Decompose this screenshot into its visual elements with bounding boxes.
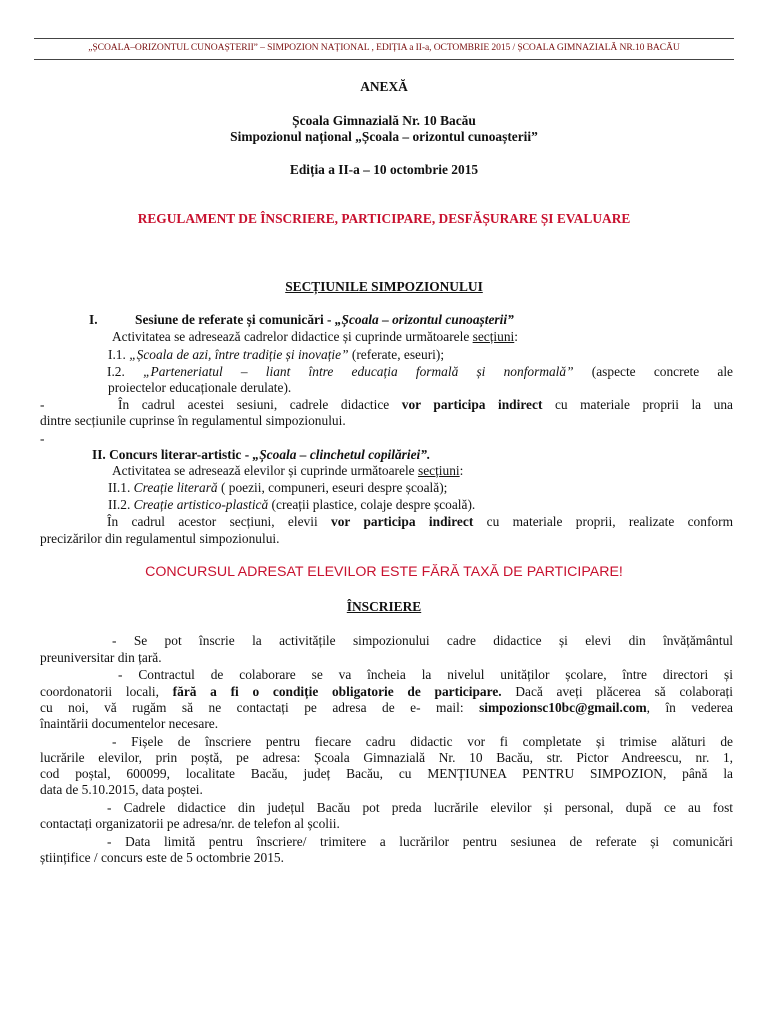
- bullet-dash-2: -: [40, 431, 45, 446]
- section-2-title: II. Concurs literar-artistic - „Școala – clinchetul copilăriei”.: [92, 447, 431, 462]
- contact-email: simpozionsc10bc@gmail.com: [479, 700, 647, 715]
- running-header: „ȘCOALA–ORIZONTUL CUNOAȘTERII” – SIMPOZION NAȚIONAL , EDIȚIA a II-a, OCTOMBRIE 2015 / ȘCOALA GIMNAZIALĂ NR.10 BACĂU: [34, 38, 734, 60]
- reg-p3-line-4: data de 5.10.2015, data poștei.: [40, 782, 203, 797]
- section-2-note: În cadrul acestor secțiuni, elevii vor participa indirect cu materiale proprii, realizate conform: [107, 514, 733, 529]
- section-1-note-cont: dintre secțiunile cuprinse în regulamentul simpozionului.: [40, 413, 346, 428]
- symposium-name: Simpozionul național „Școala – orizontul cunoașterii”: [230, 129, 538, 144]
- section-2-note-cont: precizărilor din regulamentul simpozionului.: [40, 531, 280, 546]
- reg-p2-line-4: înaintării documentelor necesare.: [40, 716, 219, 731]
- reg-p2-line-1: - Contractul de colaborare se va încheia la nivelul unităților școlare, între directori și: [118, 667, 733, 682]
- reg-p1-line-2: preuniversitar din țară.: [40, 650, 162, 665]
- section-1-intro: Activitatea se adresează cadrelor didactice și cuprinde următoarele secțiuni:: [112, 329, 518, 344]
- section-1-number: I.: [89, 312, 98, 327]
- bullet-dash: -: [40, 397, 45, 412]
- school-name: Școala Gimnazială Nr. 10 Bacău: [292, 113, 476, 128]
- section-1-title: Sesiune de referate și comunicări - „Școala – orizontul cunoașterii”: [135, 312, 514, 327]
- section-1-item-2: I.2. „Parteneriatul – liant între educația formală și nonformală” (aspecte concrete ale: [107, 364, 733, 379]
- reg-p3-line-3: cod poștal, 600099, localitate Bacău, județ Bacău, cu MENȚIUNEA PENTRU SIMPOZION, până la: [40, 766, 733, 781]
- reg-p1-line-1: - Se pot înscrie la activitățile simpozionului cadre didactice și elevi din învățământul: [112, 633, 733, 648]
- section-2-item-2: II.2. Creație artistico-plastică (creații plastice, colaje despre școală).: [108, 497, 476, 512]
- reg-p3-line-2: lucrările elevilor, prin poștă, pe adresa: Școala Gimnazială Nr. 10 Bacău, str. Pictor Andreescu, nr. 1,: [40, 750, 733, 765]
- edition-line: Ediția a II-a – 10 octombrie 2015: [289, 162, 479, 177]
- annex-title: ANEXĂ: [360, 79, 408, 94]
- section-2-intro: Activitatea se adresează elevilor și cuprinde următoarele secțiuni:: [112, 463, 464, 478]
- regulation-title: REGULAMENT DE ÎNSCRIERE, PARTICIPARE, DESFĂȘURARE ȘI EVALUARE: [137, 211, 631, 226]
- section-1-item-2-cont: proiectelor educaționale derulate).: [108, 380, 292, 395]
- section-1-item-1: I.1. „Școala de azi, între tradiție și inovație” (referate, eseuri);: [108, 347, 445, 362]
- free-participation-notice: CONCURSUL ADRESAT ELEVILOR ESTE FĂRĂ TAXĂ DE PARTICIPARE!: [145, 564, 623, 580]
- reg-p5-line-2: științifice / concurs este de 5 octombrie 2015.: [40, 850, 284, 865]
- registration-heading: ÎNSCRIERE: [346, 599, 422, 614]
- reg-p2-line-2: coordonatorii locali, fără a fi o condiție obligatorie de participare. Dacă aveți plăcerea să colaborați: [40, 684, 733, 699]
- reg-p4-line-1: - Cadrele didactice din județul Bacău pot preda lucrările elevilor și personal, după ce au fost: [107, 800, 733, 815]
- reg-p3-line-1: - Fișele de înscriere pentru fiecare cadru didactic vor fi completate și trimise alături de: [112, 734, 733, 749]
- reg-p4-line-2: contactați organizatorii pe adresa/nr. de telefon al școlii.: [40, 816, 340, 831]
- reg-p2-line-3: cu noi, vă rugăm să ne contactați pe adresa de e- mail: simpozionsc10bc@gmail.com, în vederea: [40, 700, 733, 715]
- sections-heading: SECȚIUNILE SIMPOZIONULUI: [285, 279, 483, 294]
- section-2-item-1: II.1. Creație literară ( poezii, compuneri, eseuri despre școală);: [108, 480, 448, 495]
- reg-p5-line-1: - Data limită pentru înscriere/ trimitere a lucrărilor pentru sesiunea de referate și comunicări: [107, 834, 733, 849]
- section-1-note: În cadrul acestei sesiuni, cadrele didactice vor participa indirect cu materiale proprii la una: [118, 397, 733, 412]
